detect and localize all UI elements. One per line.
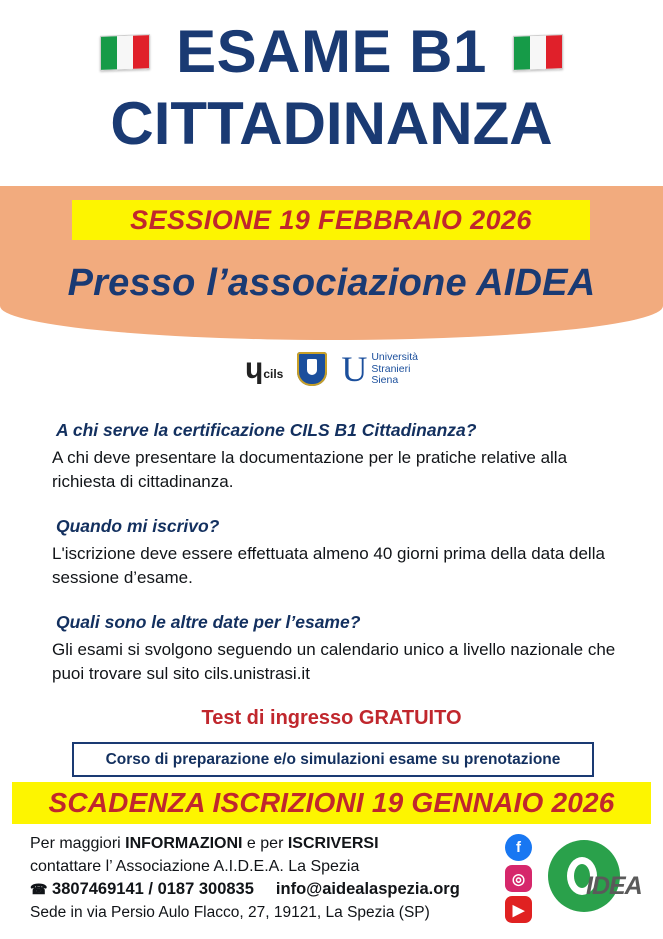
title-row xyxy=(0,20,663,84)
venue-text: Presso l’associazione AIDEA xyxy=(67,262,596,304)
logo-row xyxy=(0,349,663,390)
footer-text-info: INFORMAZIONI xyxy=(125,835,243,852)
footer xyxy=(30,832,500,924)
phone-number-label: 3807469141 / 0187 300835 xyxy=(52,880,254,898)
faq-question: Quali sono le altre date per l’esame? xyxy=(56,612,361,632)
cils-logo xyxy=(244,352,284,386)
footer-text-a: Per maggiori xyxy=(30,835,126,852)
facebook-icon[interactable]: f xyxy=(505,834,532,861)
footer-line-2: contattare l’ Associazione A.I.D.E.A. La Spezia xyxy=(30,858,360,875)
footer-line-1 xyxy=(30,832,500,855)
email-address[interactable]: info@aidealaspezia.org xyxy=(275,880,460,898)
unistrasi-line3: Siena xyxy=(371,374,399,386)
free-test-note: Test di ingresso GRATUITO xyxy=(201,707,462,729)
instagram-icon[interactable]: ◎ xyxy=(505,865,532,892)
italian-flag-icon xyxy=(100,34,150,71)
footer-text-c: e per xyxy=(242,835,288,852)
faq-question: A chi serve la certificazione CILS B1 Cittadinanza? xyxy=(56,420,477,440)
faq-answer: L'iscrizione deve essere effettuata almeno 40 giorni prima della data della sessione d’esame. xyxy=(52,544,605,587)
phone-number[interactable] xyxy=(30,880,254,898)
faq-section xyxy=(52,420,618,708)
aidea-logo xyxy=(548,838,652,916)
social-links xyxy=(505,834,537,927)
cils-mark-icon: ɥ xyxy=(244,352,261,386)
deadline-label: SCADENZA ISCRIZIONI 19 GENNAIO 2026 xyxy=(48,787,615,818)
deadline-banner xyxy=(12,782,651,824)
unistrasi-line1: Università xyxy=(371,351,419,363)
faq-question: Quando mi iscrivo? xyxy=(56,516,220,536)
page-subtitle: CITTADINANZA xyxy=(110,90,553,157)
address-line: Sede in via Persio Aulo Flacco, 27, 19121, La Spezia (SP) xyxy=(30,904,430,921)
unistrasi-logo xyxy=(341,349,419,390)
faq-answer: A chi deve presentare la documentazione per le pratiche relative alla richiesta di cittadinanza. xyxy=(52,448,568,491)
youtube-icon[interactable]: ▶ xyxy=(505,896,532,923)
phone-icon: ☎ xyxy=(30,881,48,897)
unistrasi-logo-text xyxy=(371,352,418,387)
session-badge xyxy=(72,200,590,240)
university-crest-icon xyxy=(297,352,327,386)
unistrasi-u-icon: U xyxy=(341,349,368,390)
course-box-label: Corso di preparazione e/o simulazioni esame su prenotazione xyxy=(105,750,561,768)
cils-logo-label: cils xyxy=(263,367,284,382)
footer-text-subscribe: ISCRIVERSI xyxy=(287,835,379,852)
session-badge-label: SESSIONE 19 FEBBRAIO 2026 xyxy=(130,204,532,235)
unistrasi-line2: Stranieri xyxy=(371,362,411,375)
italian-flag-icon xyxy=(513,34,563,71)
aidea-logo-label: IDEA xyxy=(586,872,642,900)
page-title: ESAME B1 xyxy=(176,18,487,85)
course-box xyxy=(72,742,594,777)
title-block xyxy=(0,20,663,156)
footer-contact-row xyxy=(30,878,500,901)
faq-answer: Gli esami si svolgono seguendo un calendario unico a livello nazionale che puoi trovare sul sito cils.unistrasi.it xyxy=(52,640,616,683)
